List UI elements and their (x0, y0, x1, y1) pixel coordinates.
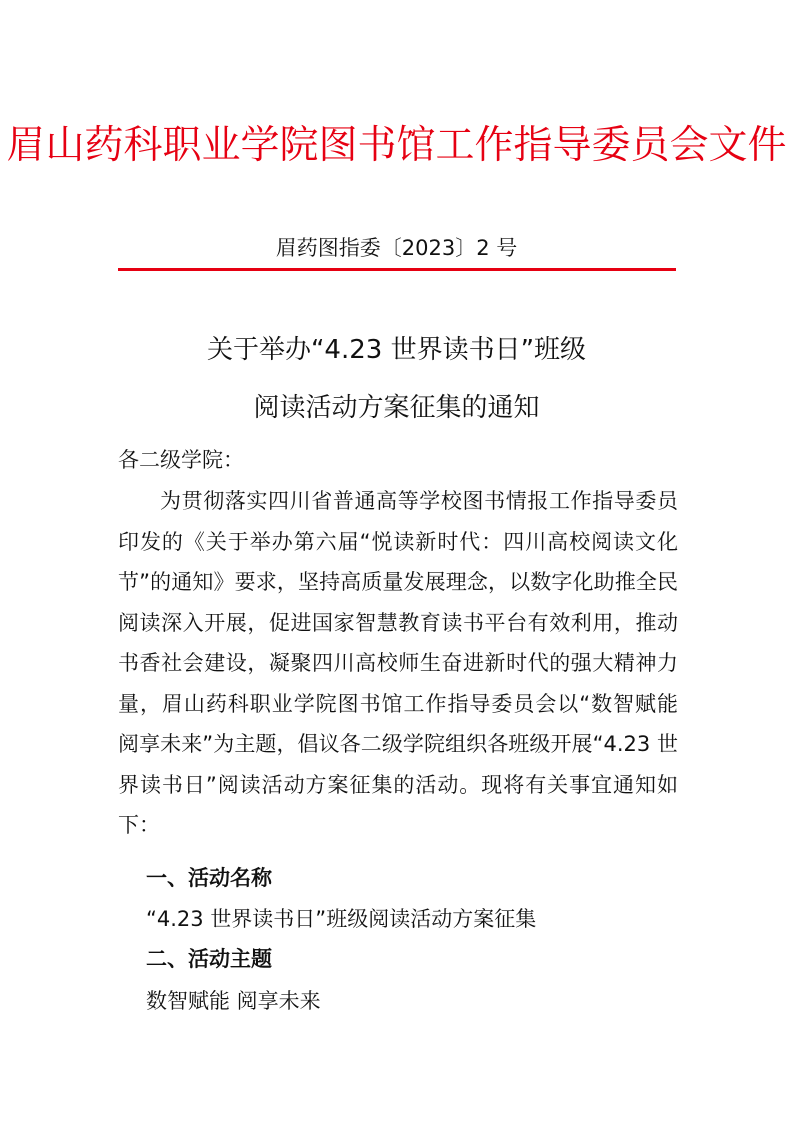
section-heading-activity-theme: 二、活动主题 (146, 947, 272, 971)
notice-title-line-1: 关于举办“4.23 世界读书日”班级 (206, 335, 587, 365)
salutation: 各二级学院： (118, 448, 244, 472)
document-number: 眉药图指委〔2023〕2 号 (275, 236, 518, 260)
section-content-activity-name: “4.23 世界读书日”班级阅读活动方案征集 (146, 907, 537, 931)
body-paragraph: 为贯彻落实四川省普通高等学校图书情报工作指导委员印发的《关于举办第六届“悦读新时代：四川高校阅读文化节”的通知》要求，坚持高质量发展理念，以数字化助推全民阅读深入开展，促进国家智慧教育读书平台有效利用，推动书香社会建设，凝聚四川高校师生奋进新时代的强大精神力量，眉山药科职业学院图书馆工作指导委员会以“数智赋能 阅享未来”为主题，倡议各二级学院组织各班级开展“4.23 世界读书日”阅读活动方案征集的活动。现将有关事宜通知如下： (118, 489, 678, 837)
section-heading-activity-name: 一、活动名称 (146, 866, 272, 890)
red-divider-line (118, 268, 676, 271)
org-header-title: 眉山药科职业学院图书馆工作指导委员会文件 (6, 123, 787, 168)
section-content-activity-theme: 数智赋能 阅享未来 (146, 989, 321, 1013)
notice-title-line-2: 阅读活动方案征集的通知 (253, 393, 540, 423)
